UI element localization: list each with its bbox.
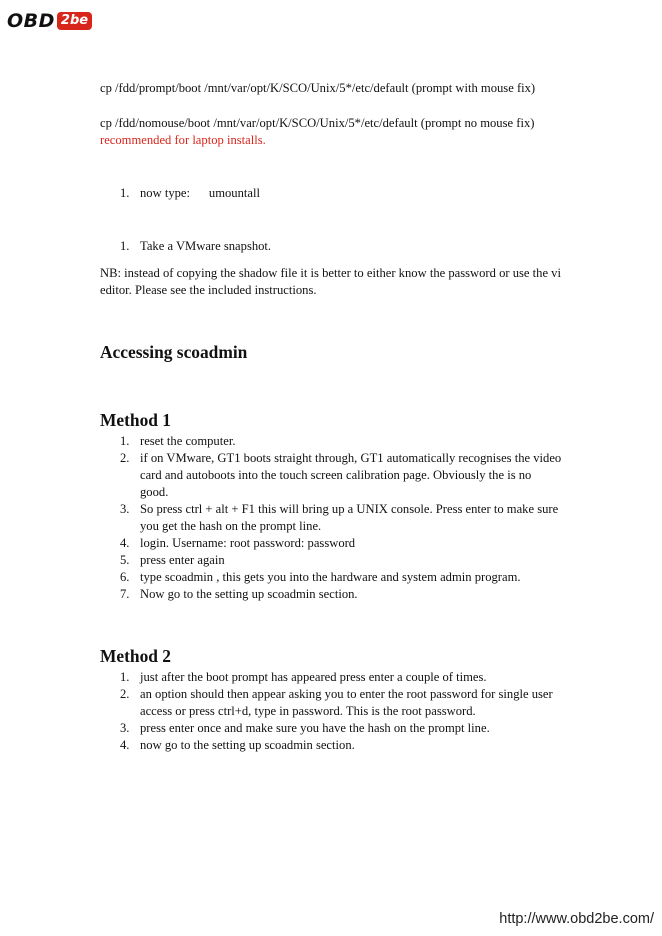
- method1-list: [100, 433, 562, 603]
- list-item: 1. reset the computer.: [120, 434, 236, 448]
- command-prompt-mouse: cp /fdd/prompt/boot /mnt/var/opt/K/SCO/Unix/5*/etc/default (prompt with mouse fix): [100, 81, 536, 95]
- step-snapshot: [100, 238, 562, 255]
- logo-text: OBD: [7, 10, 55, 32]
- step-label: now type:: [140, 186, 191, 200]
- list-item: 5. press enter again: [120, 553, 225, 567]
- step-number: 1.: [120, 186, 130, 200]
- laptop-recommendation: recommended for laptop installs.: [100, 133, 266, 147]
- list-item: 2. an option should then appear asking you to enter the root password for single user access or press ctrl+d, type in password. This is the root password.: [120, 687, 553, 718]
- logo-badge: 2be: [57, 12, 92, 30]
- step-text: Take a VMware snapshot.: [140, 239, 272, 253]
- method2-list: [100, 669, 562, 754]
- list-item: 6. type scoadmin , this gets you into the hardware and system admin program.: [120, 570, 521, 584]
- list-item: 3. press enter once and make sure you have the hash on the prompt line.: [120, 721, 490, 735]
- footer-url[interactable]: http://www.obd2be.com/: [499, 911, 654, 927]
- heading-method-2: Method 2: [100, 646, 172, 666]
- heading-method-1: Method 1: [100, 410, 172, 430]
- list-item: 1. just after the boot prompt has appeared press enter a couple of times.: [120, 670, 487, 684]
- list-item: 2. if on VMware, GT1 boots straight through, GT1 automatically recognises the video card and autoboots into the touch screen calibration page. Obviously the is no good.: [120, 451, 562, 499]
- list-item: 4. login. Username: root password: password: [120, 536, 356, 550]
- step-umountall: [100, 185, 562, 202]
- document-body: [100, 80, 562, 754]
- list-item: 4. now go to the setting up scoadmin section.: [120, 738, 355, 752]
- umountall-command: umountall: [208, 186, 260, 200]
- command-prompt-nomouse: [100, 115, 562, 149]
- list-item: 3. So press ctrl + alt + F1 this will bring up a UNIX console. Press enter to make sure you get the hash on the prompt line.: [120, 502, 559, 533]
- nb-note: NB: instead of copying the shadow file it is better to either know the password or use the vi editor. Please see the included instructions.: [100, 266, 561, 297]
- heading-accessing-scoadmin: Accessing scoadmin: [100, 342, 248, 362]
- list-item: 7. Now go to the setting up scoadmin section.: [120, 587, 358, 601]
- step-number: 1.: [120, 239, 130, 253]
- command-nomouse-text: cp /fdd/nomouse/boot /mnt/var/opt/K/SCO/Unix/5*/etc/default (prompt no mouse fix): [100, 116, 535, 130]
- brand-logo: [7, 10, 92, 32]
